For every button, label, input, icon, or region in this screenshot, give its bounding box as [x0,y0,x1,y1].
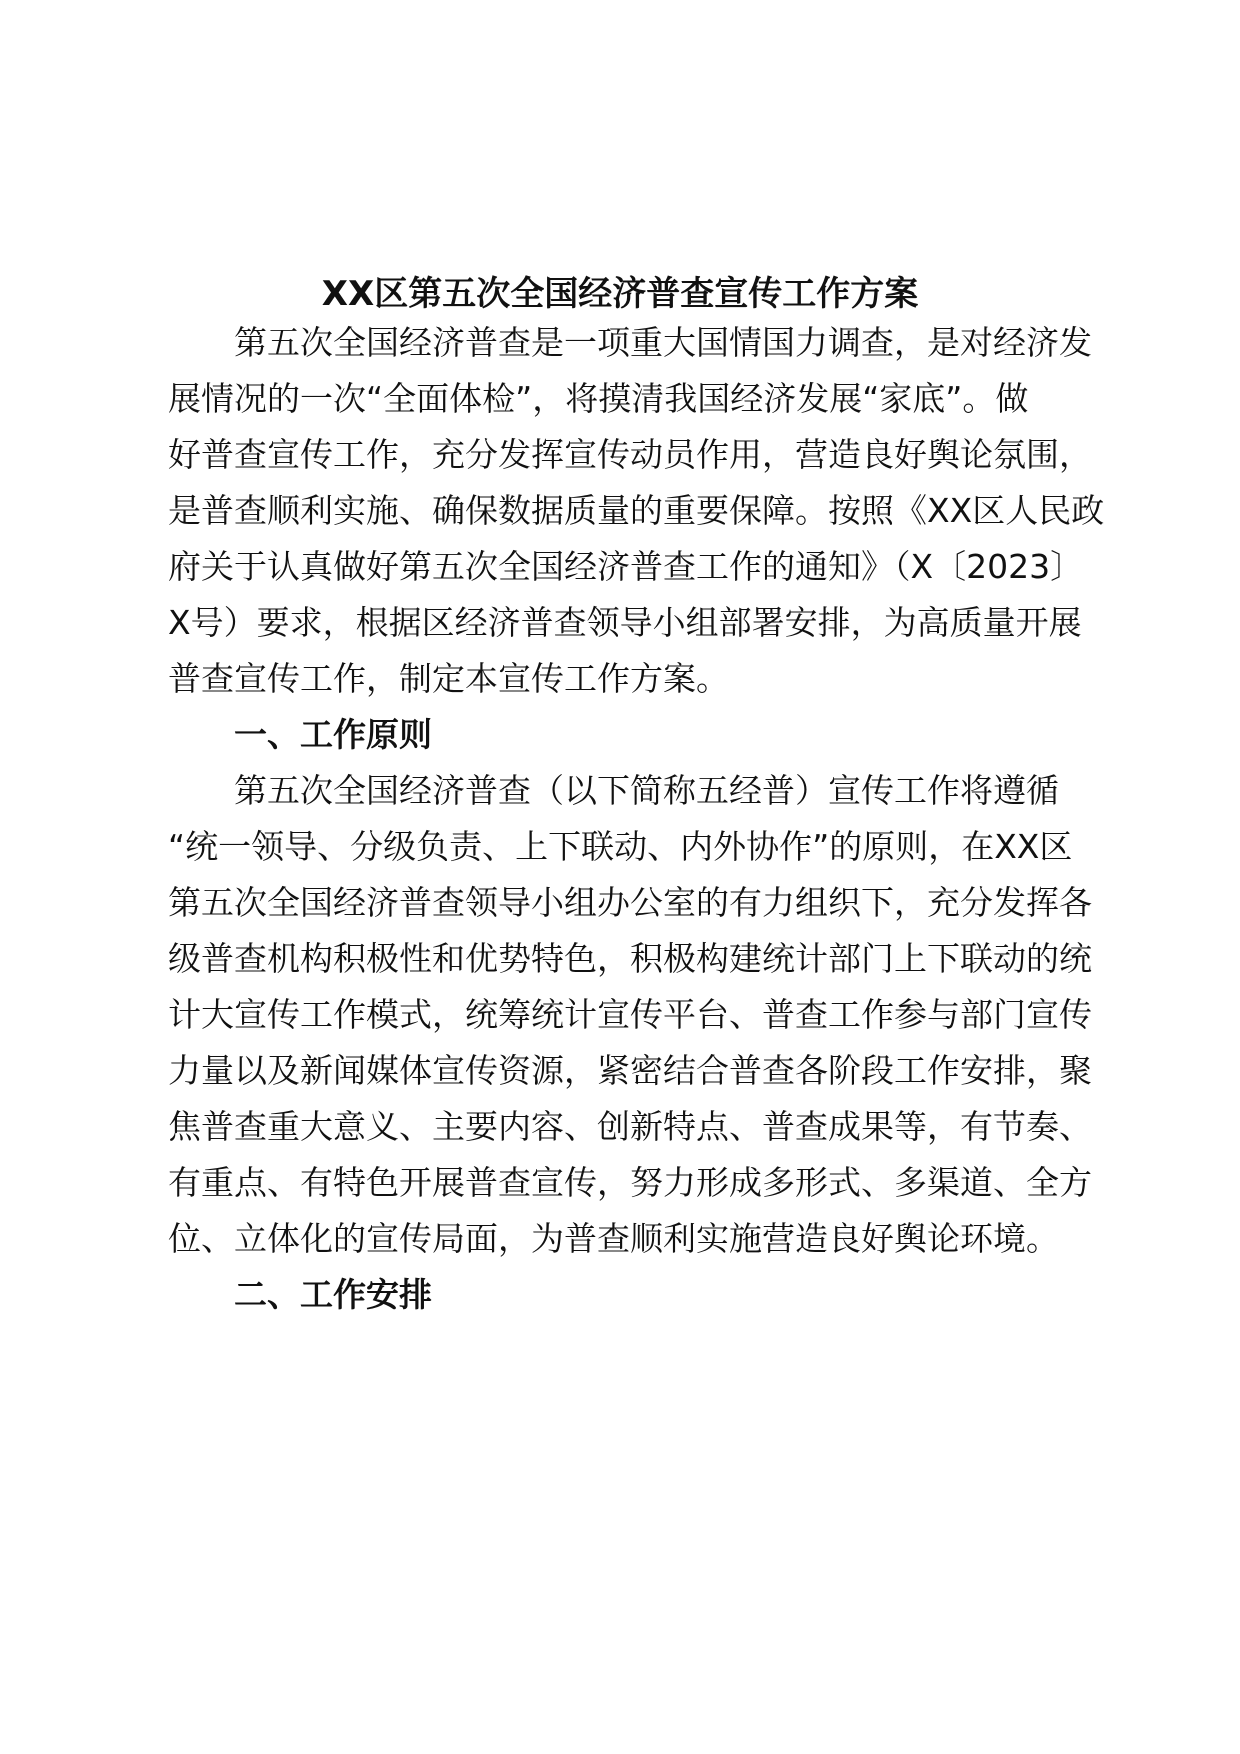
section1-line: 焦普查重大意义、主要内容、创新特点、普查成果等，有节奏、 [168,1107,1092,1146]
section1-line: “统一领导、分级负责、上下联动、内外协作”的原则，在XX区 [168,827,1073,866]
section1-line: 有重点、有特色开展普查宣传，努力形成多形式、多渠道、全方 [168,1163,1092,1202]
section1-line: 计大宣传工作模式，统筹统计宣传平台、普查工作参与部门宣传 [168,995,1092,1034]
document-title: XX区第五次全国经济普查宣传工作方案 [321,274,919,314]
intro-line: X号）要求，根据区经济普查领导小组部署安排，为高质量开展 [168,603,1082,642]
intro-line: 展情况的一次“全面体检”，将摸清我国经济发展“家底”。做 [168,379,1029,418]
intro-line: 是普查顺利实施、确保数据质量的重要保障。按照《XX区人民政 [168,491,1105,530]
intro-line: 府关于认真做好第五次全国经济普查工作的通知》（X〔2023〕 [168,547,1084,586]
section-heading-principles: 一、工作原则 [234,715,432,754]
section1-line: 级普查机构积极性和优势特色，积极构建统计部门上下联动的统 [168,939,1092,978]
section1-line: 位、立体化的宣传局面，为普查顺利实施营造良好舆论环境。 [168,1219,1059,1258]
section-heading-arrangements: 二、工作安排 [234,1275,432,1314]
intro-line: 好普查宣传工作，充分发挥宣传动员作用，营造良好舆论氛围， [168,435,1092,474]
intro-line: 普查宣传工作，制定本宣传工作方案。 [168,659,729,698]
section1-line: 第五次全国经济普查（以下简称五经普）宣传工作将遵循 [234,771,1059,810]
section1-line: 力量以及新闻媒体宣传资源，紧密结合普查各阶段工作安排，聚 [168,1051,1092,1090]
intro-line: 第五次全国经济普查是一项重大国情国力调查，是对经济发 [234,323,1092,362]
section1-line: 第五次全国经济普查领导小组办公室的有力组织下，充分发挥各 [168,883,1092,922]
